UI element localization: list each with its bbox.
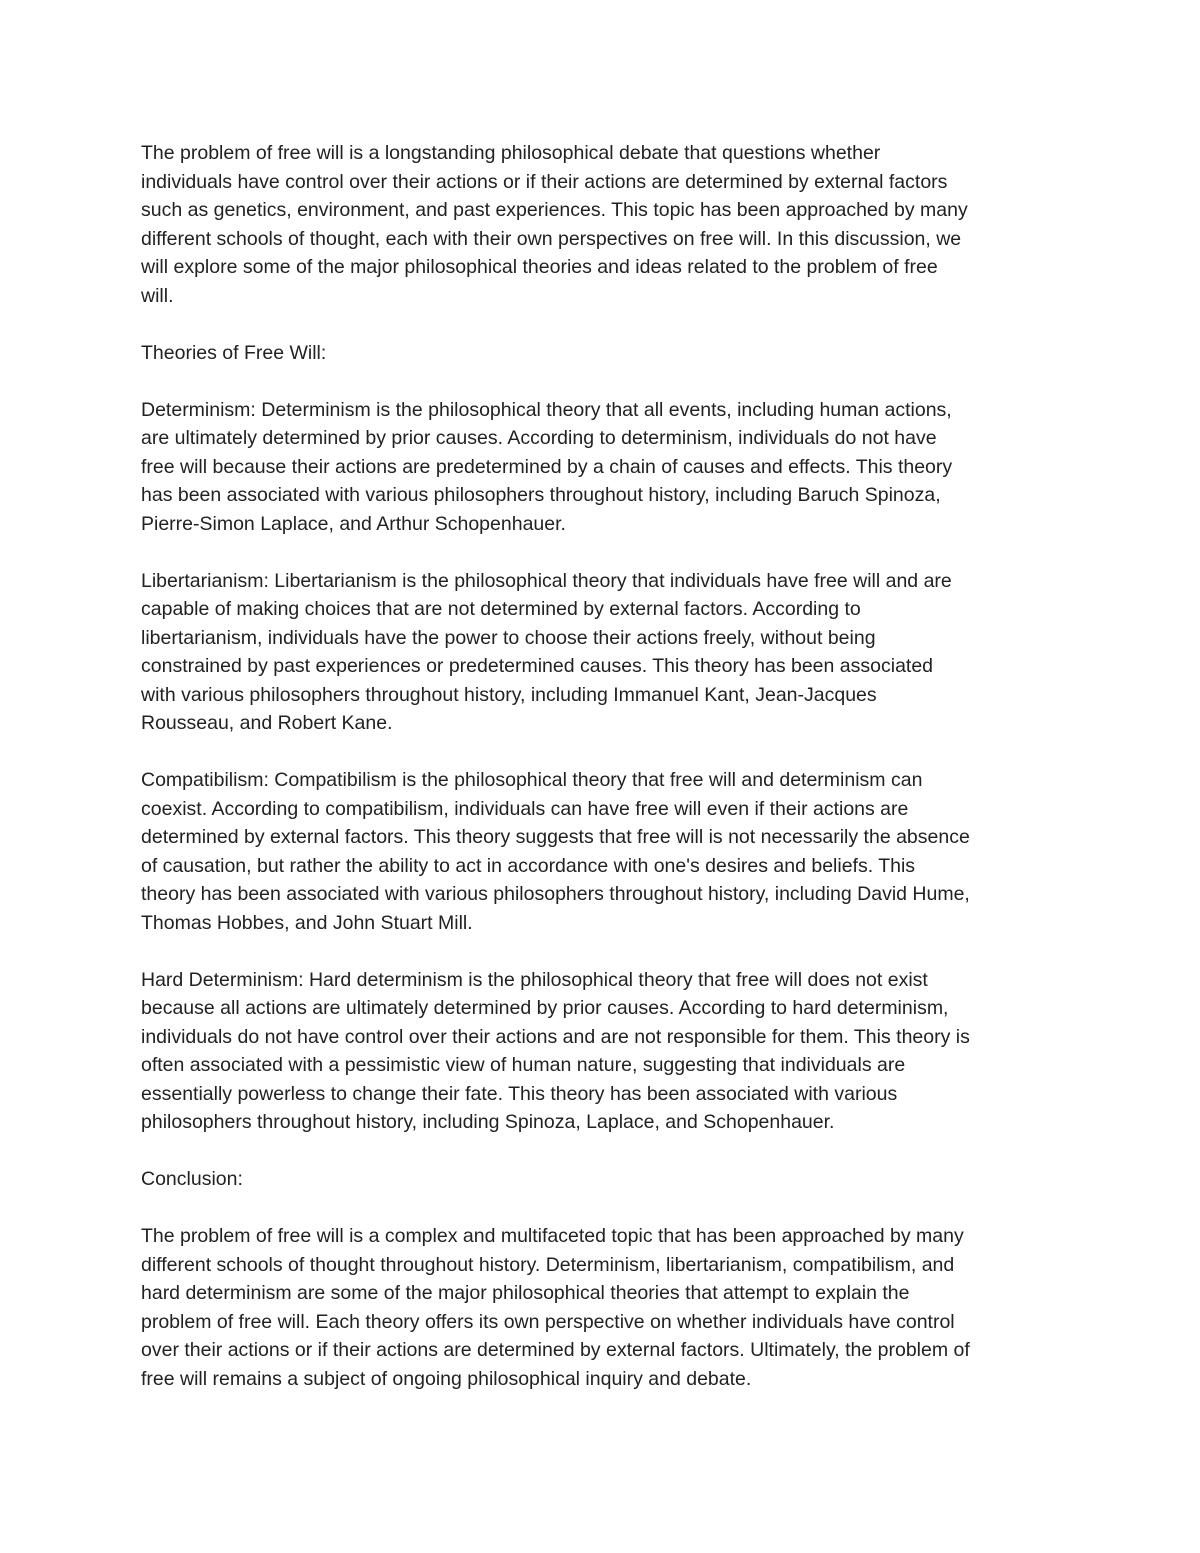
theories-heading: Theories of Free Will: (141, 341, 327, 364)
intro-paragraph: The problem of free will is a longstanding philosophical debate that questions whether individuals have control over their actions or if their actions are determined by external factors such as genetics, environment, and past experiences. This topic has been approached by many different schools of thought, each with their own perspectives on free will. In this discussion, we will explore some of the major philosophical theories and ideas related to the problem of free will. (141, 142, 968, 307)
determinism-paragraph: Determinism: Determinism is the philosophical theory that all events, including human actions, are ultimately determined by prior causes. According to determinism, individuals do not have free will because their actions are predetermined by a chain of causes and effects. This theory has been associated with various philosophers throughout history, including Baruch Spinoza, Pierre-Simon Laplace, and Arthur Schopenhauer. (141, 398, 953, 535)
compatibilism-paragraph: Compatibilism: Compatibilism is the philosophical theory that free will and determinism can coexist. According to compatibilism, individuals can have free will even if their actions are determined by external factors. This theory suggests that free will is not necessarily the absence of causation, but rather the ability to act in accordance with one's desires and beliefs. This theory has been associated with various philosophers throughout history, including David Hume, Thomas Hobbes, and John Stuart Mill. (141, 769, 970, 934)
conclusion-paragraph: The problem of free will is a complex and multifaceted topic that has been approached by many different schools of thought throughout history. Determinism, libertarianism, compatibilism, and hard determinism are some of the major philosophical theories that attempt to explain the problem of free will. Each theory offers its own perspective on whether individuals have control over their actions or if their actions are determined by external factors. Ultimately, the problem of free will remains a subject of ongoing philosophical inquiry and debate. (141, 1225, 970, 1390)
document-body (141, 139, 1076, 1393)
conclusion-heading: Conclusion: (141, 1168, 243, 1190)
hard-determinism-paragraph: Hard Determinism: Hard determinism is the philosophical theory that free will does not exist because all actions are ultimately determined by prior causes. According to hard determinism, individuals do not have control over their actions and are not responsible for them. This theory is often associated with a pessimistic view of human nature, suggesting that individuals are essentially powerless to change their fate. This theory has been associated with various philosophers throughout history, including Spinoza, Laplace, and Schopenhauer. (141, 968, 970, 1133)
libertarianism-paragraph: Libertarianism: Libertarianism is the philosophical theory that individuals have free will and are capable of making choices that are not determined by external factors. According to libertarianism, individuals have the power to choose their actions freely, without being constrained by past experiences or predetermined causes. This theory has been associated with various philosophers throughout history, including Immanuel Kant, Jean-Jacques Rousseau, and Robert Kane. (141, 569, 952, 734)
